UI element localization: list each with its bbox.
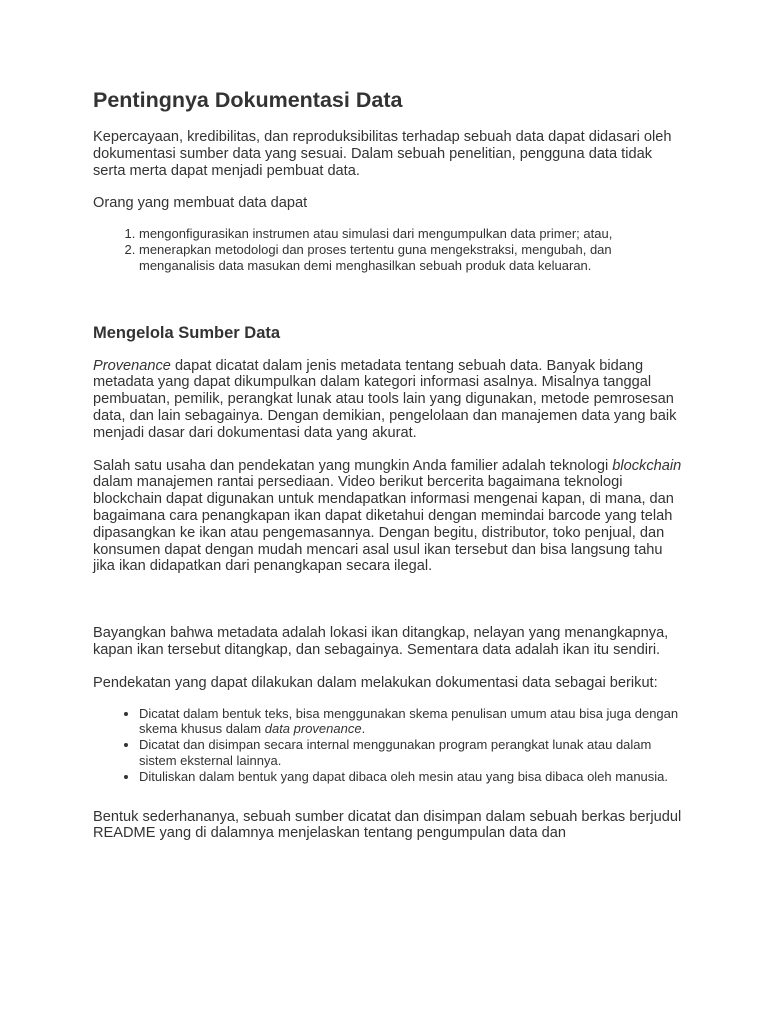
list-item: • Dicatat dalam bentuk teks, bisa menggunakan skema penulisan umum atau bisa juga dengan skema khusus dalam data provenance. — [139, 706, 683, 738]
list-item: • Dituliskan dalam bentuk yang dapat dibaca oleh mesin atau yang bisa dibaca oleh manusia. — [139, 769, 683, 785]
approach-list — [93, 706, 683, 785]
data-provenance-term: data provenance — [264, 721, 362, 737]
approach-lead-paragraph: Pendekatan yang dapat dilakukan dalam melakukan dokumentasi data sebagai berikut: — [93, 674, 658, 691]
creators-lead-paragraph: Orang yang membuat data dapat — [93, 195, 308, 212]
provenance-term: Provenance — [93, 357, 171, 374]
metadata-analogy-paragraph: Bayangkan bahwa metadata adalah lokasi ikan ditangkap, nelayan yang menangkapnya, kapan ikan tersebut ditangkap, dan sebagainya. Sementara data adalah ikan itu sendiri. — [93, 625, 669, 658]
spacer — [93, 591, 683, 625]
provenance-text: dapat dicatat dalam jenis metadata tentang sebuah data. Banyak bidang metadata yang dapat dikumpulkan dalam kategori informasi asalnya. Misalnya tanggal pembuatan, pemilik, perangkat lunak atau tools lain yang digunakan, metode pemrosesan data, dan lain sebagainya. Dengan demikian, pengelolaan dan manajemen data yang baik menjadi dasar dari dokumentasi data yang akurat. — [93, 357, 677, 441]
section-heading: Mengelola Sumber Data — [93, 323, 281, 342]
list-item: 2. menerapkan metodologi dan proses tertentu guna mengekstraksi, mengubah, dan menganalisis data masukan demi menghasilkan sebuah produk data keluaran. — [139, 242, 683, 274]
provenance-paragraph — [93, 358, 683, 442]
blockchain-term: blockchain — [612, 457, 682, 474]
list-item: 1. mengonfigurasikan instrumen atau simulasi dari mengumpulkan data primer; atau, — [139, 226, 683, 242]
blockchain-text-b: dalam manajemen rantai persediaan. Video berikut bercerita bagaimana teknologi blockchain dapat digunakan untuk mendapatkan informasi mengenai kapan, di mana, dan bagaimana cara penangkapan ikan dapat diketahui dengan memindai barcode yang telah dipasangkan ke ikan atau pengemasannya. Dengan begitu, distributor, toko penjual, dan konsumen dapat dengan mudah mencari asal usul ikan tersebut dan bisa langsung tahu jika ikan didapatkan dari penangkapan secara ilegal. — [93, 474, 674, 575]
blockchain-text-a: Salah satu usaha dan pendekatan yang mungkin Anda familier adalah teknologi — [93, 457, 613, 474]
intro-paragraph: Kepercayaan, kredibilitas, dan reproduksibilitas terhadap sebuah data dapat didasari oleh dokumentasi sumber data yang sesuai. Dalam sebuah penelitian, pengguna data tidak serta merta dapat menjadi pembuat data. — [93, 129, 672, 179]
page-title: Pentingnya Dokumentasi Data — [93, 88, 403, 112]
blockchain-paragraph — [93, 458, 683, 576]
list-item: • Dicatat dan disimpan secara internal menggunakan program perangkat lunak atau dalam sistem eksternal lainnya. — [139, 737, 683, 769]
readme-paragraph: Bentuk sederhananya, sebuah sumber dicatat dan disimpan dalam sebuah berkas berjudul README yang di dalamnya menjelaskan tentang pengumpulan data dan — [93, 808, 682, 842]
creators-list — [93, 226, 683, 273]
document-page — [93, 86, 683, 858]
